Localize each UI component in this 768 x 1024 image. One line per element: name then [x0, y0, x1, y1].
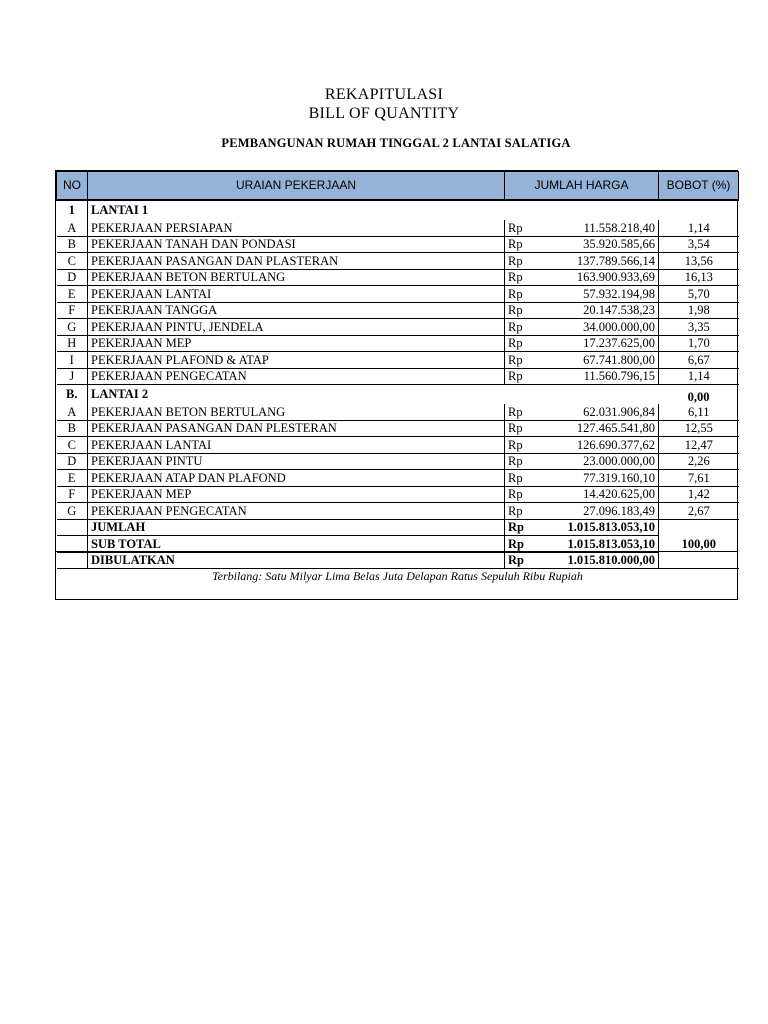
section-row-lantai-1 — [57, 200, 739, 220]
item-weight: 12,55 — [659, 420, 739, 437]
item-amount: 11.560.796,15 — [540, 368, 659, 385]
currency-label: Rp — [505, 453, 540, 470]
item-weight: 5,70 — [659, 286, 739, 303]
document-subtitle: BILL OF QUANTITY — [308, 105, 460, 122]
currency-label: Rp — [505, 437, 540, 454]
item-amount: 17.237.625,00 — [540, 335, 659, 352]
section-weight: 0,00 — [687, 389, 710, 404]
item-weight: 1,42 — [659, 486, 739, 503]
item-no: E — [57, 286, 88, 303]
currency-label: Rp — [505, 503, 540, 520]
item-amount: 67.741.800,00 — [540, 352, 659, 369]
table-row — [57, 420, 739, 437]
table-row — [57, 503, 739, 520]
item-weight: 12,47 — [659, 437, 739, 454]
dibulatkan-amount: 1.015.810.000,00 — [540, 552, 659, 569]
jumlah-row — [57, 519, 739, 536]
boq-sheet — [55, 170, 738, 600]
item-amount: 163.900.933,69 — [540, 269, 659, 286]
dibulatkan-row — [57, 552, 739, 569]
currency-label: Rp — [505, 470, 540, 487]
item-no: I — [57, 352, 88, 369]
currency-label: Rp — [505, 269, 540, 286]
currency-label: Rp — [505, 404, 540, 420]
currency-label: Rp — [505, 302, 540, 319]
item-description: PEKERJAAN PASANGAN DAN PLASTERAN — [88, 253, 505, 270]
boq-table — [56, 171, 739, 569]
total-weight: 100,00 — [681, 536, 716, 551]
table-row — [57, 286, 739, 303]
item-no: C — [57, 437, 88, 454]
item-weight: 3,54 — [659, 236, 739, 253]
item-weight: 6,67 — [659, 352, 739, 369]
jumlah-label: JUMLAH — [88, 519, 505, 536]
header-amount: JUMLAH HARGA — [505, 172, 659, 201]
item-no: D — [57, 269, 88, 286]
item-amount: 23.000.000,00 — [540, 453, 659, 470]
item-description: PEKERJAAN PASANGAN DAN PLESTERAN — [88, 420, 505, 437]
item-description: PEKERJAAN LANTAI — [88, 437, 505, 454]
currency-label: Rp — [505, 220, 540, 236]
item-weight: 13,56 — [659, 253, 739, 270]
item-weight: 1,14 — [659, 368, 739, 385]
item-description: PEKERJAAN BETON BERTULANG — [88, 404, 505, 420]
table-row — [57, 470, 739, 487]
currency-label: Rp — [505, 420, 540, 437]
item-no: A — [57, 220, 88, 236]
item-description: PEKERJAAN PINTU, JENDELA — [88, 319, 505, 336]
item-description: PEKERJAAN ATAP DAN PLAFOND — [88, 470, 505, 487]
item-weight: 2,67 — [659, 503, 739, 520]
currency-label: Rp — [505, 368, 540, 385]
item-description: PEKERJAAN PENGECATAN — [88, 503, 505, 520]
item-description: PEKERJAAN TANAH DAN PONDASI — [88, 236, 505, 253]
item-no: A — [57, 404, 88, 420]
item-weight: 7,61 — [659, 470, 739, 487]
item-amount: 126.690.377,62 — [540, 437, 659, 454]
item-amount: 137.789.566,14 — [540, 253, 659, 270]
item-weight: 16,13 — [659, 269, 739, 286]
section-no: 1 — [68, 203, 75, 218]
item-weight: 2,26 — [659, 453, 739, 470]
table-row — [57, 352, 739, 369]
table-row — [57, 220, 739, 236]
currency-label: Rp — [505, 552, 540, 569]
section-label: LANTAI 2 — [88, 385, 505, 405]
table-row — [57, 368, 739, 385]
item-weight: 1,98 — [659, 302, 739, 319]
item-weight: 1,70 — [659, 335, 739, 352]
item-description: PEKERJAAN BETON BERTULANG — [88, 269, 505, 286]
subtotal-amount: 1.015.813.053,10 — [540, 536, 659, 553]
table-row — [57, 335, 739, 352]
table-row — [57, 269, 739, 286]
item-amount: 77.319.160,10 — [540, 470, 659, 487]
amount-in-words: Terbilang: Satu Milyar Lima Belas Juta Delapan Ratus Sepuluh Ribu Rupiah — [212, 569, 583, 583]
subtotal-label: SUB TOTAL — [88, 536, 505, 553]
item-no: B — [57, 420, 88, 437]
item-description: PEKERJAAN MEP — [88, 335, 505, 352]
table-row — [57, 253, 739, 270]
currency-label: Rp — [505, 286, 540, 303]
item-no: D — [57, 453, 88, 470]
jumlah-amount: 1.015.813.053,10 — [540, 519, 659, 536]
item-no: F — [57, 302, 88, 319]
table-header — [57, 172, 739, 201]
table-row — [57, 486, 739, 503]
item-description: PEKERJAAN TANGGA — [88, 302, 505, 319]
item-no: G — [57, 503, 88, 520]
item-no: F — [57, 486, 88, 503]
currency-label: Rp — [505, 352, 540, 369]
section-no: B. — [66, 387, 78, 402]
item-no: H — [57, 335, 88, 352]
currency-label: Rp — [505, 536, 540, 553]
item-amount: 14.420.625,00 — [540, 486, 659, 503]
item-amount: 34.000.000,00 — [540, 319, 659, 336]
item-description: PEKERJAAN MEP — [88, 486, 505, 503]
currency-label: Rp — [505, 486, 540, 503]
item-amount: 57.932.194,98 — [540, 286, 659, 303]
section-row-lantai-2 — [57, 385, 739, 405]
item-no: E — [57, 470, 88, 487]
project-name: PEMBANGUNAN RUMAH TINGGAL 2 LANTAI SALATIGA — [221, 136, 571, 150]
currency-label: Rp — [505, 236, 540, 253]
item-amount: 127.465.541,80 — [540, 420, 659, 437]
divider — [56, 551, 737, 552]
item-weight: 1,14 — [659, 220, 739, 236]
table-row — [57, 437, 739, 454]
item-description: PEKERJAAN LANTAI — [88, 286, 505, 303]
item-no: B — [57, 236, 88, 253]
table-row — [57, 319, 739, 336]
table-row — [57, 453, 739, 470]
document-title: REKAPITULASI — [324, 86, 444, 103]
header-weight: BOBOT (%) — [659, 172, 739, 201]
item-weight: 3,35 — [659, 319, 739, 336]
item-no: G — [57, 319, 88, 336]
item-description: PEKERJAAN PINTU — [88, 453, 505, 470]
item-amount: 27.096.183,49 — [540, 503, 659, 520]
item-weight: 6,11 — [659, 404, 739, 420]
item-amount: 20.147.538,23 — [540, 302, 659, 319]
item-description: PEKERJAAN PERSIAPAN — [88, 220, 505, 236]
item-amount: 11.558.218,40 — [540, 220, 659, 236]
dibulatkan-label: DIBULATKAN — [88, 552, 505, 569]
currency-label: Rp — [505, 519, 540, 536]
item-no: J — [57, 368, 88, 385]
header-description: URAIAN PEKERJAAN — [88, 172, 505, 201]
item-amount: 35.920.585,66 — [540, 236, 659, 253]
table-row — [57, 236, 739, 253]
currency-label: Rp — [505, 319, 540, 336]
item-amount: 62.031.906,84 — [540, 404, 659, 420]
section-label: LANTAI 1 — [88, 200, 505, 220]
item-description: PEKERJAAN PENGECATAN — [88, 368, 505, 385]
subtotal-row — [57, 536, 739, 553]
header-no: NO — [57, 172, 88, 201]
currency-label: Rp — [505, 253, 540, 270]
table-row — [57, 404, 739, 420]
item-description: PEKERJAAN PLAFOND & ATAP — [88, 352, 505, 369]
item-no: C — [57, 253, 88, 270]
currency-label: Rp — [505, 335, 540, 352]
table-row — [57, 302, 739, 319]
